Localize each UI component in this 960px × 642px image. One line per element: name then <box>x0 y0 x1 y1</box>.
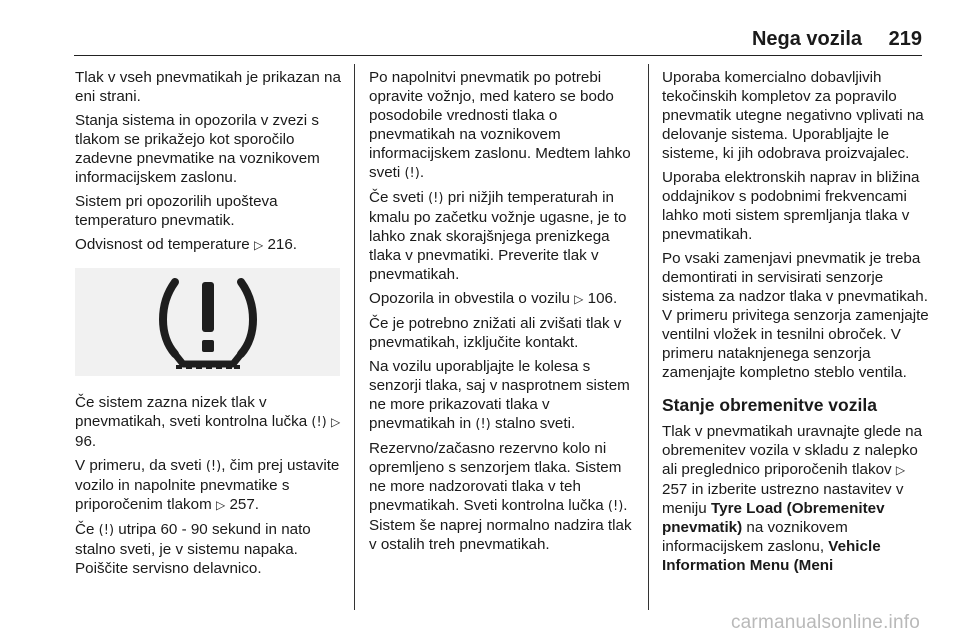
arrow-reference-icon: ▷ <box>574 292 584 306</box>
paragraph: Sistem pri opozorilih upošteva temperaturo pnevmatik. <box>75 193 278 229</box>
tire-pressure-warning-icon: (!) <box>205 459 222 474</box>
tire-pressure-warning-icon: (!) <box>98 523 115 538</box>
tire-pressure-warning-icon: (!) <box>475 417 491 432</box>
paragraph: Če sveti (!) pri nižjih temperaturah in kmalu po začetku vožnje ugasne, je to lahko znak skorajšnjega prenizkega tlaka v pnevmatiki. Preverite tlak v pnevmatikah. <box>369 189 627 283</box>
column-divider-2 <box>648 64 649 610</box>
page-number: 219 <box>888 28 922 50</box>
paragraph: Na vozilu uporabljajte le kolesa s senzorji tlaka, saj v nasprotnem sistem ne more prikazovati tlaka v pnevmatikah in (!) stalno sveti. <box>369 358 630 432</box>
arrow-reference-icon: ▷ <box>895 463 906 477</box>
section-title: Nega vozila <box>751 28 862 50</box>
tire-pressure-warning-icon: (!) <box>311 415 327 430</box>
tire-pressure-warning-icon <box>149 274 267 370</box>
menu-item-name: Tyre Load (Obremenitev pnevmatik) <box>662 500 885 536</box>
paragraph: Stanja sistema in opozorila v zvezi s tlakom se prikažejo kot sporočilo zadevne pnevmatike na voznikovem informacijskem zaslonu. <box>75 112 320 186</box>
paragraph: Rezervno/začasno rezervno kolo ni opremljeno s senzorjem tlaka. Sistem ne more nadzorovati tlaka v teh pnevmatikah. Sveti kontrolna lučka (!). Sistem še naprej normalno nadzira tlak v ostalih treh pnevmatikah. <box>369 440 632 553</box>
column-1 <box>75 68 345 583</box>
arrow-reference-icon: ▷ <box>253 238 264 252</box>
page-header <box>0 24 960 58</box>
paragraph: Tlak v vseh pnevmatikah je prikazan na eni strani. <box>75 69 341 105</box>
arrow-reference-icon: ▷ <box>215 498 226 512</box>
page-reference-link[interactable]: 216 <box>267 236 293 253</box>
arrow-reference-icon: ▷ <box>330 415 341 429</box>
section-heading: Stanje obremenitve vozila <box>662 395 877 415</box>
paragraph: Uporaba komercialno dobavljivih tekočinskih kompletov za popravilo pnevmatik utegne negativno vplivati na delovanje sistema. Uporabljajte le sisteme, ki jih odobrava proizvajalec. <box>662 69 924 162</box>
paragraph: Uporaba elektronskih naprav in bližina oddajnikov s podobnimi frekvencami lahko moti sistem spremljanja tlaka v pnevmatikah. <box>662 169 920 243</box>
paragraph: Če (!) utripa 60 - 90 sekund in nato stalno sveti, je v sistemu napaka. Poiščite servisno delavnico. <box>75 521 311 577</box>
paragraph: Po vsaki zamenjavi pnevmatik je treba demontirati in servisirati senzorje sistema za nadzor tlaka v pnevmatikah. V primeru privitega senzorja zamenjajte ventilni vložek in tesnilni obroček. V primeru nataknjenega senzorja zamenjajte kompletno steblo ventila. <box>662 250 929 381</box>
tire-pressure-warning-illustration <box>75 268 340 376</box>
paragraph: Če je potrebno znižati ali zvišati tlak v pnevmatikah, izključite kontakt. <box>369 315 622 351</box>
tire-pressure-warning-icon: (!) <box>404 166 420 181</box>
page-reference-link[interactable]: 257 <box>229 496 255 513</box>
tire-pressure-warning-icon: (!) <box>607 499 624 514</box>
column-divider-1 <box>354 64 355 610</box>
paragraph: V primeru, da sveti (!), čim prej ustavite vozilo in napolnite pnevmatike s priporočenim tlakom ▷ 257. <box>75 457 340 513</box>
paragraph: Če sistem zazna nizek tlak v pnevmatikah, sveti kontrolna lučka (!) ▷ 96. <box>75 394 341 450</box>
column-2 <box>369 68 637 559</box>
menu-name: Vehicle Information Menu (Meni <box>662 538 881 574</box>
page-reference-link[interactable]: 106 <box>587 290 613 307</box>
paragraph: Po napolnitvi pnevmatik po potrebi opravite vožnjo, med katero se bodo posodobile vrednosti tlaka o pnevmatikah na voznikovem informacijskem zaslonu. Medtem lahko sveti (!). <box>369 69 631 181</box>
page-reference-link[interactable]: 257 <box>662 481 688 498</box>
header-rule <box>74 55 922 56</box>
paragraph: Tlak v pnevmatikah uravnajte glede na obremenitev vozila v skladu z nalepko ali preglednico priporočenih tlakov ▷ 257 in izberite ustrezno nastavitev v meniju Tyre Load (Obremenitev pnevmatik) na voznikovem informacijskem zaslonu, Vehicle Information Menu (Meni <box>662 423 923 574</box>
tire-pressure-warning-icon: (!) <box>428 191 444 206</box>
page-reference-link[interactable]: 96 <box>75 433 92 450</box>
column-3 <box>662 68 932 580</box>
paragraph: Opozorila in obvestila o vozilu ▷ 106. <box>369 290 618 307</box>
watermark: carmanualsonline.info <box>730 612 920 633</box>
paragraph: Odvisnost od temperature ▷ 216. <box>75 236 298 253</box>
